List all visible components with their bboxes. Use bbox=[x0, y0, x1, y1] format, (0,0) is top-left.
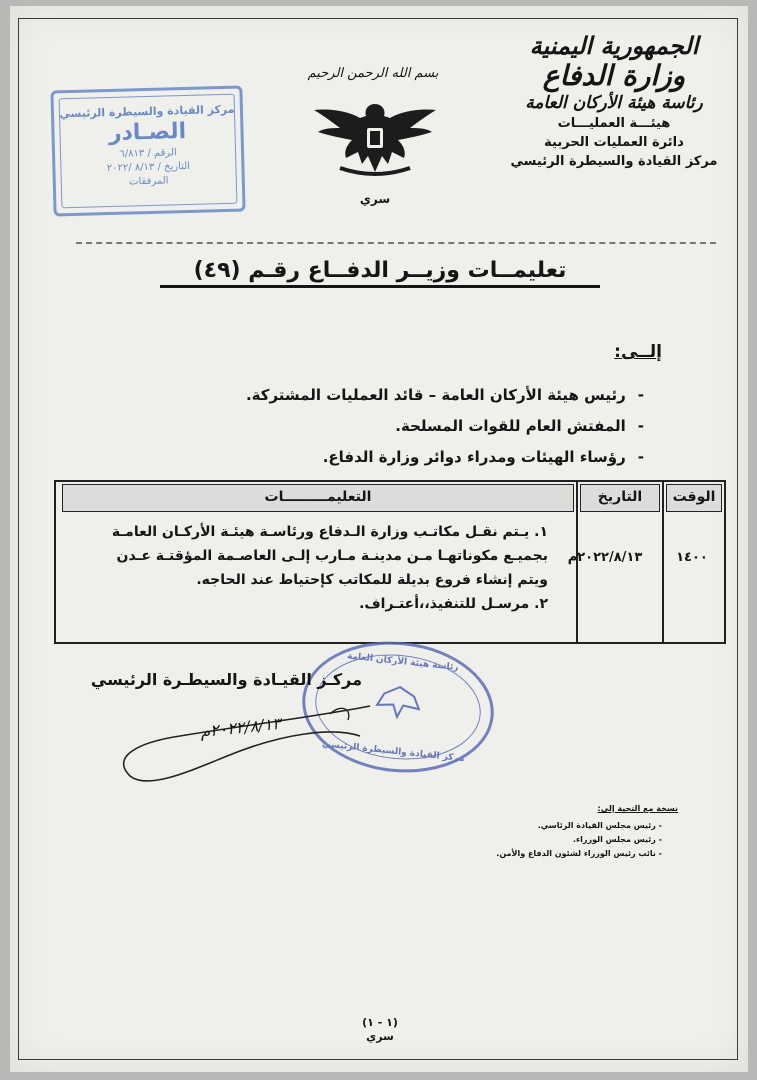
stamp-line-1: مركز القيادة والسيطرة الرئيسي bbox=[59, 102, 235, 121]
addressee-label: إلــى: bbox=[614, 342, 662, 362]
cc-item: - نائب رئيس الوزراء لشئون الدفاع والأمن. bbox=[496, 849, 662, 858]
letterhead-republic: الجمهورية اليمنية bbox=[529, 31, 699, 60]
letterhead-command-center: مركز القيادة والسيطرة الرئيسي bbox=[510, 154, 718, 169]
header-instructions: التعليمـــــــــات bbox=[62, 484, 574, 512]
recipient-item: -رؤساء الهيئات ومدراء دوائر وزارة الدفاع. bbox=[322, 448, 644, 466]
stamp-line-5: المرفقات bbox=[128, 175, 169, 188]
signatory-title: مركـز القيـادة والسيطـرة الرئيسي bbox=[90, 670, 362, 689]
instruction-time: ١٤٠٠ bbox=[676, 550, 708, 565]
basmala: بسم الله الرحمن الرحيم bbox=[307, 66, 439, 81]
classification-bottom: سري bbox=[366, 1030, 394, 1043]
outgoing-stamp bbox=[50, 86, 245, 217]
instruction-line: بجميـع مكوناتهـا مـن مدينـة مـارب إلـى العاصـمة المؤقتـة عـدن bbox=[116, 548, 548, 564]
letterhead-ministry: وزارة الدفاع bbox=[542, 59, 686, 92]
page-number: (١ - ١) bbox=[362, 1016, 398, 1029]
document-title: تعليمــات وزيــر الدفــاع رقـم (٤٩) bbox=[160, 258, 600, 288]
stamp-line-2: الصـادر bbox=[108, 118, 187, 147]
letterhead-general-staff: رئاسة هيئة الأركان العامة bbox=[525, 93, 703, 113]
document-page bbox=[10, 6, 748, 1072]
letterhead-directorate: دائرة العمليات الحربية bbox=[544, 135, 684, 150]
recipient-item: -رئيس هيئة الأركان العامة – قائد العمليات المشتركة. bbox=[245, 386, 644, 404]
header-time: الوقت bbox=[666, 484, 722, 512]
cc-header: نسخة مع التحية إلى: bbox=[597, 804, 678, 813]
instruction-date: ٢٠٢٢/٨/١٣م bbox=[567, 550, 643, 565]
handwritten-date: ٢٠٢٢/٨/١٣م bbox=[199, 713, 282, 742]
round-stamp-top-text: رئاسة هيئة الأركان العامة bbox=[346, 651, 459, 674]
instruction-line: ويتم إنشاء فروع بديلة للمكاتب كإحتياط عند الحاجه. bbox=[196, 572, 548, 588]
letterhead-operations: هيئـــة العمليـــات bbox=[557, 116, 671, 131]
outgoing-stamp-inner-border bbox=[59, 94, 238, 209]
cc-item: - رئيس مجلس القيادة الرئاسي. bbox=[537, 821, 662, 830]
instructions-table bbox=[54, 480, 726, 644]
instruction-line: ١. يـتم نقـل مكاتـب وزارة الـدفاع ورئاسـة هيئـة الأركـان العامـة bbox=[111, 524, 548, 540]
header-date: التاريخ bbox=[580, 484, 660, 512]
cc-list bbox=[378, 804, 678, 861]
classification-top: سري bbox=[359, 192, 391, 206]
instructions-text bbox=[78, 520, 548, 616]
round-stamp-bottom-text: مركز القيادة والسيطرة الرئيسي bbox=[321, 739, 466, 765]
recipient-item: -المفتش العام للقوات المسلحة. bbox=[395, 417, 644, 435]
letterhead bbox=[504, 32, 724, 171]
eagle-emblem-icon bbox=[310, 98, 440, 180]
cc-item: - رئيس مجلس الوزراء. bbox=[573, 835, 662, 844]
stamp-line-4: التاريخ / ٨/١٣ /٢٠٢٢ bbox=[106, 160, 191, 175]
instruction-line: ٢. مرسـل للتنفيذ،،أعتـراف. bbox=[359, 596, 548, 612]
header-divider bbox=[76, 242, 716, 244]
handwritten-signature bbox=[120, 696, 440, 796]
stamp-line-3: الرقم / ٦/٨١٣ bbox=[119, 147, 177, 160]
recipients-list bbox=[124, 380, 644, 473]
page-footer bbox=[350, 1016, 410, 1044]
